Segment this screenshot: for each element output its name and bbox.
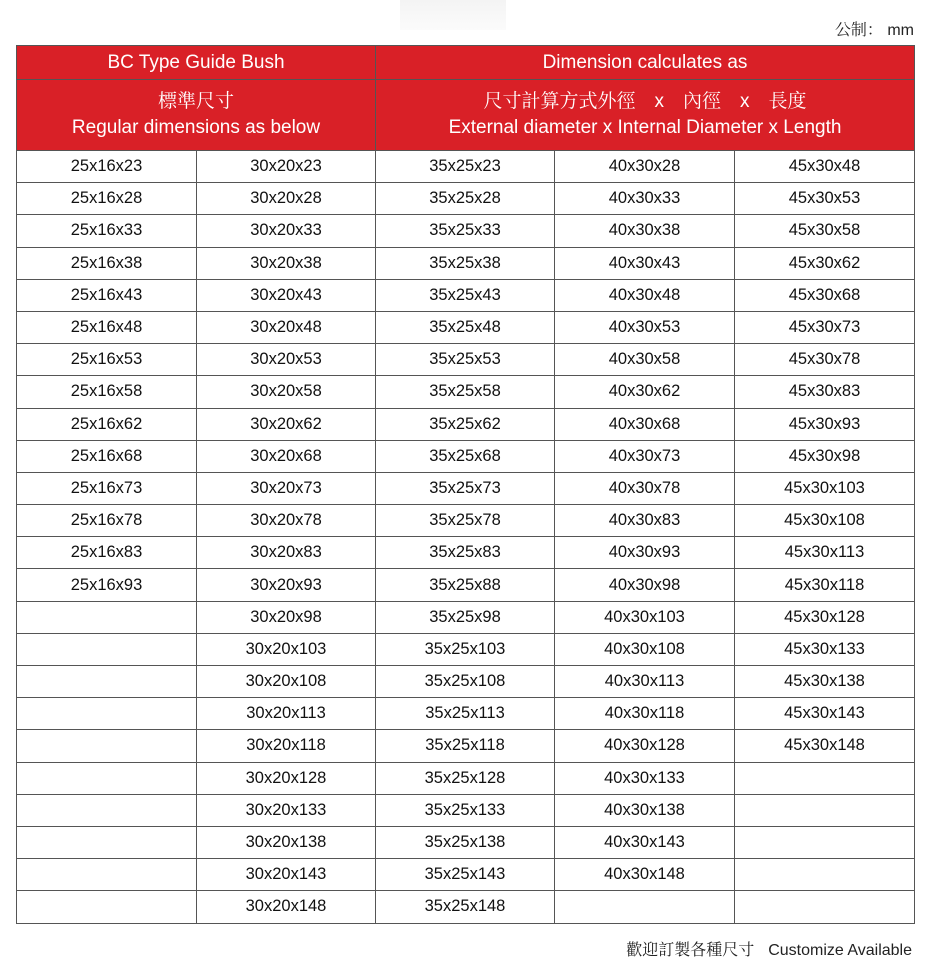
table-cell: 35x25x68 [376,440,555,472]
table-row [17,215,915,247]
table-cell: 35x25x83 [376,537,555,569]
table-cell: 45x30x103 [735,472,915,504]
table-row [17,730,915,762]
guide-bush-table [16,45,915,924]
table-cell: 40x30x138 [555,794,735,826]
table-cell: 25x16x58 [17,376,197,408]
table-row [17,279,915,311]
table-row [17,440,915,472]
table-cell: 35x25x73 [376,472,555,504]
table-cell: 40x30x148 [555,859,735,891]
table-cell: 40x30x78 [555,472,735,504]
top-blur [400,0,506,30]
table-row [17,826,915,858]
table-cell [735,762,915,794]
table-cell: 40x30x28 [555,151,735,183]
table-body [17,151,915,924]
table-cell: 45x30x118 [735,569,915,601]
table-cell: 30x20x23 [197,151,376,183]
table-cell [17,601,197,633]
table-row [17,151,915,183]
table-cell: 40x30x93 [555,537,735,569]
table-row [17,344,915,376]
table-cell: 35x25x118 [376,730,555,762]
table-cell: 35x25x78 [376,505,555,537]
table-cell: 25x16x62 [17,408,197,440]
table-cell: 45x30x93 [735,408,915,440]
table-cell: 30x20x78 [197,505,376,537]
table-cell: 35x25x28 [376,183,555,215]
table-cell [17,891,197,923]
table-cell: 40x30x98 [555,569,735,601]
table-cell: 30x20x138 [197,826,376,858]
table-cell: 30x20x43 [197,279,376,311]
table-title-right: Dimension calculates as [376,46,915,80]
table-cell: 25x16x83 [17,537,197,569]
table-cell: 40x30x33 [555,183,735,215]
table-cell [17,633,197,665]
table-row [17,666,915,698]
table-cell: 40x30x48 [555,279,735,311]
table-cell: 35x25x58 [376,376,555,408]
table-cell: 35x25x148 [376,891,555,923]
table-cell: 25x16x48 [17,311,197,343]
table-cell: 25x16x68 [17,440,197,472]
footer-note [626,937,912,960]
table-cell [735,891,915,923]
table-cell: 30x20x113 [197,698,376,730]
table-row [17,859,915,891]
table-cell: 30x20x53 [197,344,376,376]
table-cell: 25x16x38 [17,247,197,279]
subheader-right-en: External diameter x Internal Diameter x Length [448,117,842,138]
table-row [17,472,915,504]
table-cell: 45x30x138 [735,666,915,698]
unit-label: 公制： mm [834,22,914,39]
table-cell: 35x25x33 [376,215,555,247]
table-cell: 45x30x78 [735,344,915,376]
table-cell: 35x25x103 [376,633,555,665]
table-cell: 40x30x62 [555,376,735,408]
table-cell: 40x30x108 [555,633,735,665]
table-cell: 35x25x98 [376,601,555,633]
table-cell: 30x20x73 [197,472,376,504]
table-cell: 25x16x53 [17,344,197,376]
table-cell: 35x25x48 [376,311,555,343]
table-cell: 30x20x48 [197,311,376,343]
table-cell: 35x25x53 [376,344,555,376]
table-cell: 25x16x73 [17,472,197,504]
table-cell: 45x30x148 [735,730,915,762]
table-cell: 30x20x38 [197,247,376,279]
table-cell: 25x16x93 [17,569,197,601]
table-cell [735,794,915,826]
table-cell: 30x20x148 [197,891,376,923]
table-row [17,698,915,730]
table-row [17,794,915,826]
subheader-right-cn: 尺寸計算方式外徑 x 內徑 x 長度 [483,91,807,112]
table-cell: 30x20x128 [197,762,376,794]
table-cell: 25x16x43 [17,279,197,311]
table-cell: 40x30x53 [555,311,735,343]
table-cell: 45x30x62 [735,247,915,279]
table-row [17,183,915,215]
table-cell: 25x16x28 [17,183,197,215]
table-cell: 45x30x143 [735,698,915,730]
table-cell: 30x20x62 [197,408,376,440]
table-row [17,311,915,343]
table-cell: 30x20x118 [197,730,376,762]
table-row [17,891,915,923]
table-cell: 45x30x113 [735,537,915,569]
table-cell: 35x25x108 [376,666,555,698]
footer-en: Customize Available [768,942,912,959]
table-cell [17,762,197,794]
table-row [17,505,915,537]
table-cell: 40x30x73 [555,440,735,472]
table-cell [555,891,735,923]
table-cell [17,730,197,762]
table-cell: 40x30x38 [555,215,735,247]
table-cell: 30x20x58 [197,376,376,408]
table-cell: 45x30x58 [735,215,915,247]
subheader-left-cn: 標準尺寸 [157,91,234,112]
table-cell: 35x25x43 [376,279,555,311]
table-cell: 35x25x62 [376,408,555,440]
table-cell [17,826,197,858]
table-cell: 40x30x83 [555,505,735,537]
table-cell: 40x30x143 [555,826,735,858]
footer-cn: 歡迎訂製各種尺寸 [626,942,755,959]
table-cell [17,859,197,891]
table-cell: 25x16x23 [17,151,197,183]
table-cell: 40x30x58 [555,344,735,376]
table-cell: 45x30x98 [735,440,915,472]
table-cell: 40x30x103 [555,601,735,633]
table-cell: 30x20x98 [197,601,376,633]
subheader-left-en: Regular dimensions as below [71,117,321,138]
table-cell [735,826,915,858]
table-row [17,247,915,279]
table-cell: 30x20x83 [197,537,376,569]
table-row [17,601,915,633]
table-row [17,762,915,794]
table-cell: 40x30x118 [555,698,735,730]
table-cell: 40x30x43 [555,247,735,279]
table-cell: 25x16x33 [17,215,197,247]
table-cell: 30x20x68 [197,440,376,472]
table-cell: 45x30x83 [735,376,915,408]
table-cell: 45x30x73 [735,311,915,343]
table-title-left: BC Type Guide Bush [17,46,376,80]
table-cell: 45x30x53 [735,183,915,215]
table-cell: 35x25x38 [376,247,555,279]
table-cell: 45x30x68 [735,279,915,311]
table-cell: 25x16x78 [17,505,197,537]
table-row [17,633,915,665]
table-cell: 35x25x133 [376,794,555,826]
table-cell: 35x25x128 [376,762,555,794]
table-row [17,408,915,440]
table-row [17,376,915,408]
table-cell [735,859,915,891]
table-cell: 35x25x88 [376,569,555,601]
table-cell: 30x20x133 [197,794,376,826]
table-cell: 35x25x113 [376,698,555,730]
table-cell: 30x20x103 [197,633,376,665]
table-cell [17,666,197,698]
table-cell: 35x25x138 [376,826,555,858]
table-cell: 40x30x113 [555,666,735,698]
table-cell: 35x25x23 [376,151,555,183]
table-cell: 30x20x108 [197,666,376,698]
table-cell: 30x20x28 [197,183,376,215]
table-row [17,569,915,601]
table-row [17,537,915,569]
table-cell: 40x30x68 [555,408,735,440]
table-cell [17,794,197,826]
table-cell: 35x25x143 [376,859,555,891]
subheader-left [17,80,376,151]
table-cell: 45x30x108 [735,505,915,537]
table-cell [17,698,197,730]
subheader-right [376,80,915,151]
table-cell: 45x30x48 [735,151,915,183]
table-cell: 40x30x133 [555,762,735,794]
table-cell: 40x30x128 [555,730,735,762]
table-cell: 30x20x93 [197,569,376,601]
table-cell: 30x20x143 [197,859,376,891]
table-cell: 45x30x133 [735,633,915,665]
table-cell: 30x20x33 [197,215,376,247]
table-cell: 45x30x128 [735,601,915,633]
